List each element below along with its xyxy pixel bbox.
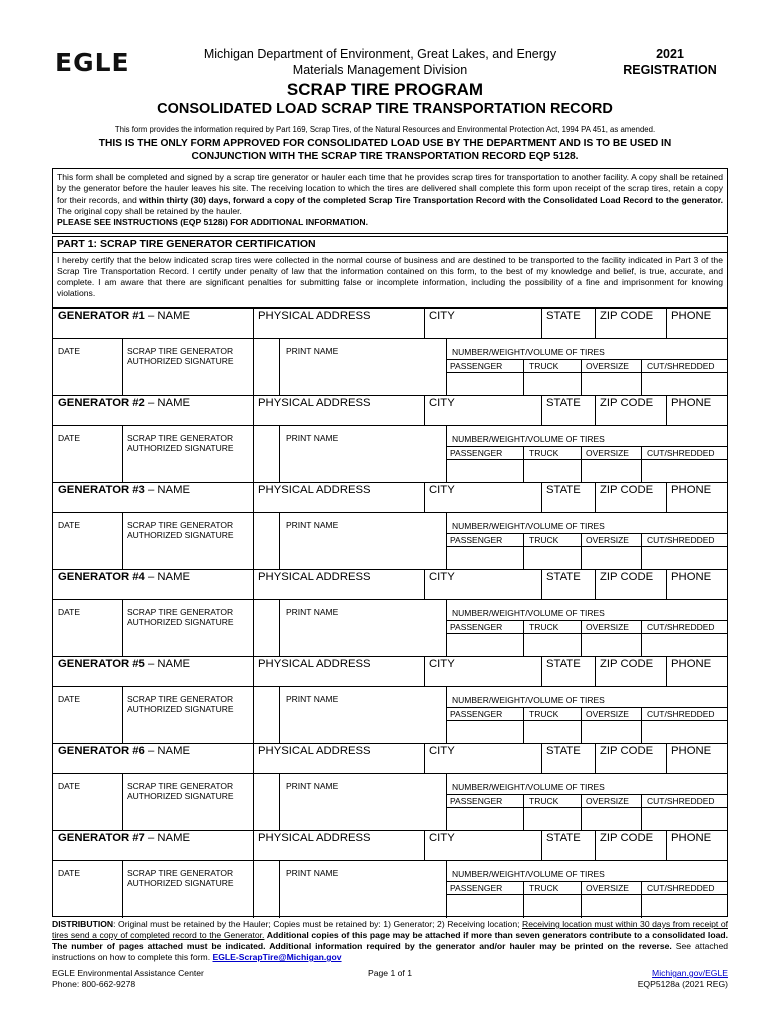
physical-address-field[interactable]: PHYSICAL ADDRESS [258, 484, 371, 496]
truck-field[interactable]: TRUCK [529, 361, 559, 371]
state-field[interactable]: STATE [546, 310, 581, 322]
physical-address-field[interactable]: PHYSICAL ADDRESS [258, 310, 371, 322]
year: 2021 [656, 47, 684, 61]
city-field[interactable]: CITY [429, 310, 455, 322]
zip-code-field[interactable]: ZIP CODE [600, 397, 654, 409]
generator-name-field[interactable] [58, 832, 253, 844]
city-field[interactable]: CITY [429, 832, 455, 844]
date-field[interactable]: DATE [58, 868, 81, 878]
instructions-end: The original copy shall be retained by the hauler. [57, 205, 242, 216]
date-field[interactable]: DATE [58, 433, 81, 443]
generator-section [53, 743, 727, 830]
phone-field[interactable]: PHONE [671, 310, 712, 322]
signature-field[interactable]: SCRAP TIRE GENERATOR AUTHORIZED SIGNATURE [127, 694, 234, 714]
passenger-field[interactable]: PASSENGER [450, 448, 503, 458]
date-field[interactable]: DATE [58, 607, 81, 617]
generator-name-field[interactable] [58, 658, 253, 670]
print-name-field[interactable]: PRINT NAME [286, 346, 339, 356]
state-field[interactable]: STATE [546, 745, 581, 757]
footer-right [560, 968, 728, 990]
website-link[interactable]: Michigan.gov/EGLE [652, 968, 728, 978]
generator-section [53, 308, 727, 395]
footer-contact [52, 968, 204, 990]
generator-number: GENERATOR #1 [58, 310, 145, 322]
phone-field[interactable]: PHONE [671, 832, 712, 844]
name-label: – NAME [144, 571, 191, 583]
department-heading [150, 46, 610, 78]
state-field[interactable]: STATE [546, 484, 581, 496]
center-phone: Phone: 800-662-9278 [52, 979, 136, 989]
date-field[interactable]: DATE [58, 520, 81, 530]
name-label: – NAME [144, 658, 191, 670]
name-label: – NAME [144, 310, 191, 322]
date-field[interactable]: DATE [58, 346, 81, 356]
instructions-see-more: PLEASE SEE INSTRUCTIONS (EQP 5128i) FOR ADDITIONAL INFORMATION. [57, 217, 368, 228]
form-id: EQP5128a (2021 REG) [637, 979, 728, 989]
part1-certification [52, 236, 728, 308]
city-field[interactable]: CITY [429, 658, 455, 670]
phone-field[interactable]: PHONE [671, 397, 712, 409]
generator-number: GENERATOR #4 [58, 571, 145, 583]
generator-grid [52, 308, 728, 917]
signature-field[interactable]: SCRAP TIRE GENERATOR AUTHORIZED SIGNATURE [127, 346, 234, 366]
generator-section [53, 482, 727, 569]
truck-field[interactable]: TRUCK [529, 535, 559, 545]
zip-code-field[interactable]: ZIP CODE [600, 484, 654, 496]
truck-field[interactable]: TRUCK [529, 796, 559, 806]
generator-number: GENERATOR #7 [58, 832, 145, 844]
generator-number: GENERATOR #3 [58, 484, 145, 496]
truck-field[interactable]: TRUCK [529, 448, 559, 458]
registration-label: REGISTRATION [623, 63, 717, 77]
state-field[interactable]: STATE [546, 658, 581, 670]
passenger-field[interactable]: PASSENGER [450, 622, 503, 632]
authority-note: This form provides the information required by Part 169, Scrap Tires, of the Natural Resources and Environmental Protection Act, 1994 PA 451, as amended. [114, 125, 656, 134]
generator-section [53, 656, 727, 743]
distribution-note [52, 919, 728, 963]
division-name: Materials Management Division [292, 63, 468, 77]
date-field[interactable]: DATE [58, 694, 81, 704]
city-field[interactable]: CITY [429, 571, 455, 583]
signature-field[interactable]: SCRAP TIRE GENERATOR AUTHORIZED SIGNATURE [127, 520, 234, 540]
approval-notice [40, 138, 730, 163]
instructions-bold: within thirty (30) days, forward a copy of the completed Scrap Tire Transportation Record with the Consolidated Load Record to the generator. [139, 194, 723, 205]
truck-field[interactable]: TRUCK [529, 883, 559, 893]
name-label: – NAME [144, 832, 191, 844]
oversize-field[interactable]: OVERSIZE [586, 622, 629, 632]
passenger-field[interactable]: PASSENGER [450, 709, 503, 719]
generator-section [53, 569, 727, 656]
zip-code-field[interactable]: ZIP CODE [600, 310, 654, 322]
tire-quantity-label: NUMBER/WEIGHT/VOLUME OF TIRES [452, 782, 605, 792]
state-field[interactable]: STATE [546, 832, 581, 844]
zip-code-field[interactable]: ZIP CODE [600, 571, 654, 583]
email-link[interactable]: EGLE-ScrapTire@Michigan.gov [212, 952, 342, 962]
physical-address-field[interactable]: PHYSICAL ADDRESS [258, 397, 371, 409]
distribution-bold: Additional copies of this page may be attached if more than seven generators contribute to a consolidated load. The number of pages attached must be indicated. Additional information required by the generator and/or hauler may be printed on the reverse. [52, 930, 728, 951]
signature-field[interactable]: SCRAP TIRE GENERATOR AUTHORIZED SIGNATURE [127, 868, 234, 888]
state-field[interactable]: STATE [546, 397, 581, 409]
tire-quantity-label: NUMBER/WEIGHT/VOLUME OF TIRES [452, 434, 605, 444]
oversize-field[interactable]: OVERSIZE [586, 709, 629, 719]
name-label: – NAME [144, 397, 191, 409]
physical-address-field[interactable]: PHYSICAL ADDRESS [258, 745, 371, 757]
generator-number: GENERATOR #6 [58, 745, 145, 757]
physical-address-field[interactable]: PHYSICAL ADDRESS [258, 571, 371, 583]
approval-line-1: THIS IS THE ONLY FORM APPROVED FOR CONSOLIDATED LOAD USE BY THE DEPARTMENT AND IS TO BE USED IN [98, 138, 672, 149]
print-name-field[interactable]: PRINT NAME [286, 607, 339, 617]
cut-shredded-field[interactable]: CUT/SHREDDED [647, 535, 715, 545]
phone-field[interactable]: PHONE [671, 484, 712, 496]
print-name-field[interactable]: PRINT NAME [286, 433, 339, 443]
cut-shredded-field[interactable]: CUT/SHREDDED [647, 709, 715, 719]
generator-section [53, 830, 727, 917]
signature-field[interactable]: SCRAP TIRE GENERATOR AUTHORIZED SIGNATURE [127, 433, 234, 453]
cut-shredded-field[interactable]: CUT/SHREDDED [647, 796, 715, 806]
print-name-field[interactable]: PRINT NAME [286, 694, 339, 704]
cut-shredded-field[interactable]: CUT/SHREDDED [647, 361, 715, 371]
oversize-field[interactable]: OVERSIZE [586, 448, 629, 458]
instructions-box [52, 168, 728, 234]
cut-shredded-field[interactable]: CUT/SHREDDED [647, 622, 715, 632]
date-field[interactable]: DATE [58, 781, 81, 791]
print-name-field[interactable]: PRINT NAME [286, 520, 339, 530]
zip-code-field[interactable]: ZIP CODE [600, 658, 654, 670]
print-name-field[interactable]: PRINT NAME [286, 868, 339, 878]
city-field[interactable]: CITY [429, 745, 455, 757]
truck-field[interactable]: TRUCK [529, 622, 559, 632]
passenger-field[interactable]: PASSENGER [450, 883, 503, 893]
generator-name-field[interactable] [58, 571, 253, 583]
distribution-text: : Original must be retained by the Hauler; Copies must be retained by: 1) Generator; 2) Receiving location; [113, 919, 523, 929]
cut-shredded-field[interactable]: CUT/SHREDDED [647, 883, 715, 893]
generator-name-field[interactable] [58, 745, 253, 757]
physical-address-field[interactable]: PHYSICAL ADDRESS [258, 832, 371, 844]
passenger-field[interactable]: PASSENGER [450, 796, 503, 806]
distribution-label: DISTRIBUTION [52, 919, 114, 929]
distribution-underlined: Receiving location must within 30 days from receipt of tires send a copy of completed record to the Generator. [52, 919, 728, 940]
tire-quantity-label: NUMBER/WEIGHT/VOLUME OF TIRES [452, 347, 605, 357]
name-label: – NAME [144, 484, 191, 496]
city-field[interactable]: CITY [429, 397, 455, 409]
approval-line-2: CONJUNCTION WITH THE SCRAP TIRE TRANSPORTATION RECORD EQP 5128. [191, 150, 579, 162]
department-name: Michigan Department of Environment, Great Lakes, and Energy [203, 47, 557, 61]
tire-quantity-label: NUMBER/WEIGHT/VOLUME OF TIRES [452, 869, 605, 879]
passenger-field[interactable]: PASSENGER [450, 361, 503, 371]
city-field[interactable]: CITY [429, 484, 455, 496]
truck-field[interactable]: TRUCK [529, 709, 559, 719]
center-name: EGLE Environmental Assistance Center [52, 968, 204, 978]
zip-code-field[interactable]: ZIP CODE [600, 745, 654, 757]
name-label: – NAME [144, 745, 191, 757]
signature-field[interactable]: SCRAP TIRE GENERATOR AUTHORIZED SIGNATURE [127, 607, 234, 627]
tire-quantity-label: NUMBER/WEIGHT/VOLUME OF TIRES [452, 608, 605, 618]
generator-number: GENERATOR #2 [58, 397, 145, 409]
distribution-instructions: See attached instructions on how to complete this form. [52, 941, 728, 962]
phone-field[interactable]: PHONE [671, 658, 712, 670]
form-title: SCRAP TIRE PROGRAM [286, 80, 484, 99]
tire-quantity-label: NUMBER/WEIGHT/VOLUME OF TIRES [452, 695, 605, 705]
zip-code-field[interactable]: ZIP CODE [600, 832, 654, 844]
tire-quantity-label: NUMBER/WEIGHT/VOLUME OF TIRES [452, 521, 605, 531]
physical-address-field[interactable]: PHYSICAL ADDRESS [258, 658, 371, 670]
instructions-text: This form shall be completed and signed by a scrap tire generator or hauler each time that he provides scrap tires for transportation to another facility. A copy shall be retained by the generator before the hauler leaves his site. The receiving location to which the tires are delivered shall complete this form upon receipt of the scrap tires, retain a copy for their records, and [57, 172, 723, 205]
oversize-field[interactable]: OVERSIZE [586, 361, 629, 371]
oversize-field[interactable]: OVERSIZE [586, 883, 629, 893]
registration-year [600, 46, 740, 78]
passenger-field[interactable]: PASSENGER [450, 535, 503, 545]
part1-heading: PART 1: SCRAP TIRE GENERATOR CERTIFICATION [53, 237, 727, 253]
signature-field[interactable]: SCRAP TIRE GENERATOR AUTHORIZED SIGNATURE [127, 781, 234, 801]
state-field[interactable]: STATE [546, 571, 581, 583]
generator-name-field[interactable] [58, 484, 253, 496]
oversize-field[interactable]: OVERSIZE [586, 535, 629, 545]
generator-section [53, 395, 727, 482]
phone-field[interactable]: PHONE [671, 571, 712, 583]
oversize-field[interactable]: OVERSIZE [586, 796, 629, 806]
print-name-field[interactable]: PRINT NAME [286, 781, 339, 791]
egle-logo: EGLE [55, 48, 130, 77]
generator-name-field[interactable] [58, 310, 253, 322]
page-number: Page 1 of 1 [368, 968, 412, 978]
generator-name-field[interactable] [58, 397, 253, 409]
part1-text: I hereby certify that the below indicated scrap tires were collected in the normal course of business and are destined to be transported to the facility indicated in Part 3 of the Scrap Tire Transportation Record. I certify under penalty of law that the information contained on this form, to the best of my knowledge and belief, is true, accurate, and complete. I am aware that there are significant penalties for submitting false or incomplete information, including the possibility of a fine and imprisonment for knowing violations. [57, 255, 723, 298]
cut-shredded-field[interactable]: CUT/SHREDDED [647, 448, 715, 458]
phone-field[interactable]: PHONE [671, 745, 712, 757]
form-subtitle: CONSOLIDATED LOAD SCRAP TIRE TRANSPORTATION RECORD [157, 101, 613, 117]
generator-number: GENERATOR #5 [58, 658, 145, 670]
